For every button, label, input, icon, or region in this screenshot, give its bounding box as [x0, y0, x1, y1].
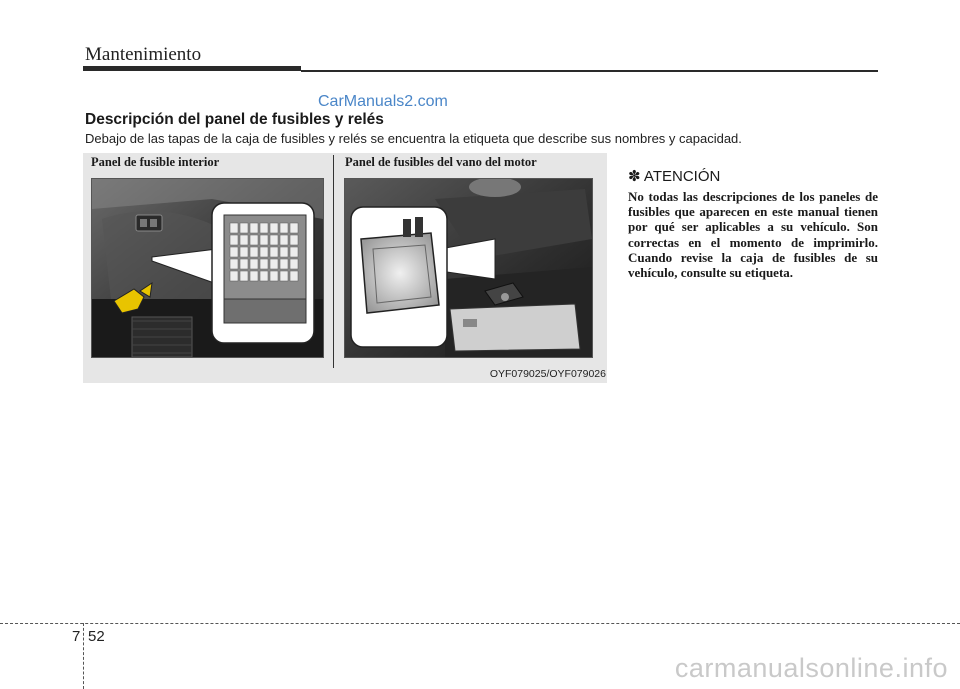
notice-body: No todas las descripciones de los paneles de fusibles que aparecen en este manual tienen por qué ser aplicables a su vehículo. Son correctas en el momento de imprimirlo. Cuando revise la caja de fusibles de su vehículo, consulte su etiqueta.	[628, 189, 878, 281]
header-rule-thin	[301, 70, 878, 72]
figure-divider	[333, 155, 334, 368]
page-chapter: 7	[72, 628, 81, 645]
interior-fuse-photo	[91, 178, 324, 358]
watermark-link-top[interactable]: CarManuals2.com	[318, 93, 448, 110]
section-description: Debajo de las tapas de la caja de fusibles y relés se encuentra la etiqueta que describe sus nombres y capacidad.	[85, 131, 742, 146]
watermark-bottom: carmanualsonline.info	[674, 653, 948, 683]
section-title: Descripción del panel de fusibles y relés	[85, 111, 384, 128]
figure-code: OYF079025/OYF079026	[489, 368, 606, 380]
figure-label-engine: Panel de fusibles del vano del motor	[345, 155, 537, 169]
engine-fuse-illustration	[345, 179, 592, 357]
notice-heading-text: ATENCIÓN	[643, 168, 721, 185]
engine-fuse-photo	[344, 178, 593, 358]
notice-heading	[628, 167, 720, 185]
header-rule-thick	[83, 66, 301, 71]
interior-fuse-illustration	[92, 179, 323, 357]
asterisk-icon: ✽	[628, 168, 641, 185]
figure-label-interior: Panel de fusible interior	[91, 155, 220, 169]
footer-rule	[0, 623, 960, 624]
page-number: 52	[88, 628, 105, 645]
header-title: Mantenimiento	[85, 44, 202, 65]
footer-vertical-rule	[83, 623, 84, 689]
